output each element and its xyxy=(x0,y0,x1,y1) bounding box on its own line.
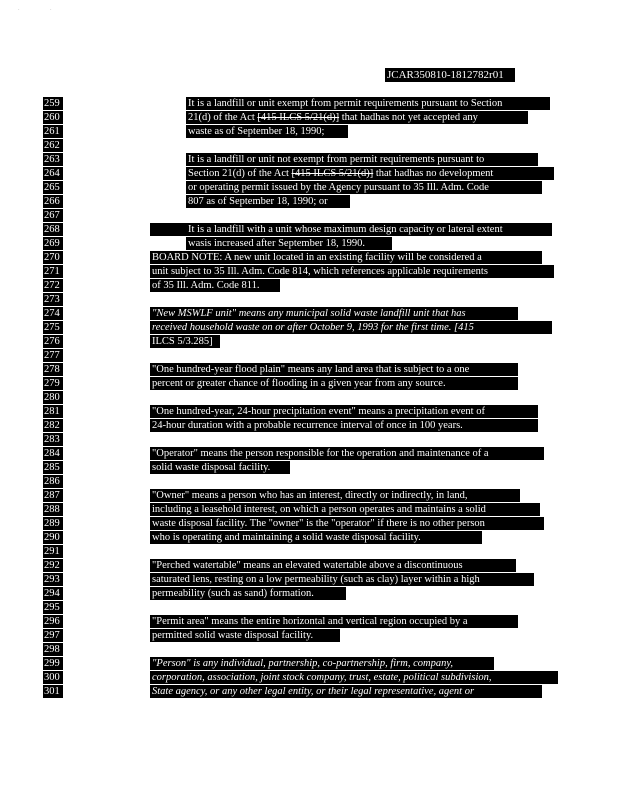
text-line: unit subject to 35 Ill. Adm. Code 814, which references applicable requirements xyxy=(150,265,554,278)
line-number: 297 xyxy=(43,629,63,642)
line-number: 294 xyxy=(43,587,63,600)
line-number: 264 xyxy=(43,167,63,180)
line-number: 287 xyxy=(43,489,63,502)
line-number: 285 xyxy=(43,461,63,474)
text-line: waste as of September 18, 1990; xyxy=(186,125,348,138)
line-number: 279 xyxy=(43,377,63,390)
line-number: 266 xyxy=(43,195,63,208)
line-number: 272 xyxy=(43,279,63,292)
text-line: "One hundred-year flood plain" means any land area that is subject to a one xyxy=(150,363,518,376)
text-line: solid waste disposal facility. xyxy=(150,461,290,474)
line-number: 276 xyxy=(43,335,63,348)
line-number: 292 xyxy=(43,559,63,572)
text-line: of 35 Ill. Adm. Code 811. xyxy=(150,279,280,292)
line-number: 288 xyxy=(43,503,63,516)
scan-mark: · xyxy=(50,8,52,13)
line-number: 278 xyxy=(43,363,63,376)
text-line: "Perched watertable" means an elevated watertable above a discontinuous xyxy=(150,559,516,572)
line-number: 270 xyxy=(43,251,63,264)
text-line: received household waste on or after October 9, 1993 for the first time. [415 xyxy=(150,321,552,334)
line-number: 267 xyxy=(43,209,63,222)
line-number: 282 xyxy=(43,419,63,432)
text-line: 21(d) of the Act [415 ILCS 5/21(d)] that hadhas not yet accepted any xyxy=(186,111,528,124)
line-number: 290 xyxy=(43,531,63,544)
line-number: 263 xyxy=(43,153,63,166)
line-number: 284 xyxy=(43,447,63,460)
struck-citation: [415 ILCS 5/21(d)] xyxy=(291,168,374,179)
line-number: 269 xyxy=(43,237,63,250)
line-number: 299 xyxy=(43,657,63,670)
line-number: 275 xyxy=(43,321,63,334)
line-number: 298 xyxy=(43,643,63,656)
text-line: It is a landfill with a unit whose maximum design capacity or lateral extent xyxy=(150,223,552,236)
text-line: 807 as of September 18, 1990; or xyxy=(186,195,350,208)
line-number: 271 xyxy=(43,265,63,278)
line-number: 289 xyxy=(43,517,63,530)
line-number: 268 xyxy=(43,223,63,236)
line-number: 262 xyxy=(43,139,63,152)
line-number: 277 xyxy=(43,349,63,362)
line-number: 291 xyxy=(43,545,63,558)
line-number: 293 xyxy=(43,573,63,586)
text-line: wasis increased after September 18, 1990. xyxy=(186,237,392,250)
text-line: permitted solid waste disposal facility. xyxy=(150,629,340,642)
text-line: "Permit area" means the entire horizontal and vertical region occupied by a xyxy=(150,615,518,628)
text-line: It is a landfill or unit exempt from permit requirements pursuant to Section xyxy=(186,97,550,110)
text-line: BOARD NOTE: A new unit located in an existing facility will be considered a xyxy=(150,251,542,264)
line-number: 259 xyxy=(43,97,63,110)
text-line: "Person" is any individual, partnership, co-partnership, firm, company, xyxy=(150,657,494,670)
text-line: "New MSWLF unit" means any municipal solid waste landfill unit that has xyxy=(150,307,518,320)
line-number: 261 xyxy=(43,125,63,138)
text-line: corporation, association, joint stock company, trust, estate, political subdivision, xyxy=(150,671,558,684)
scan-mark: · xyxy=(18,8,20,13)
line-number: 265 xyxy=(43,181,63,194)
text-line: who is operating and maintaining a solid waste disposal facility. xyxy=(150,531,482,544)
line-number: 281 xyxy=(43,405,63,418)
text-line: Section 21(d) of the Act [415 ILCS 5/21(d)] that hadhas no development xyxy=(186,167,554,180)
line-number: 274 xyxy=(43,307,63,320)
struck-citation: [415 ILCS 5/21(d)] xyxy=(257,112,340,123)
text-line: "One hundred-year, 24-hour precipitation event" means a precipitation event of xyxy=(150,405,538,418)
text-line: It is a landfill or unit not exempt from permit requirements pursuant to xyxy=(186,153,538,166)
text-line: permeability (such as sand) formation. xyxy=(150,587,346,600)
text-line: State agency, or any other legal entity, or their legal representative, agent or xyxy=(150,685,542,698)
line-number: 280 xyxy=(43,391,63,404)
text-line: ILCS 5/3.285] xyxy=(150,335,220,348)
text-line: percent or greater chance of flooding in a given year from any source. xyxy=(150,377,518,390)
line-number: 283 xyxy=(43,433,63,446)
text-line: including a leasehold interest, on which a person operates and maintains a solid xyxy=(150,503,540,516)
text-line: saturated lens, resting on a low permeability (such as clay) layer within a high xyxy=(150,573,534,586)
text-line: or operating permit issued by the Agency pursuant to 35 Ill. Adm. Code xyxy=(186,181,542,194)
line-number: 273 xyxy=(43,293,63,306)
line-number: 296 xyxy=(43,615,63,628)
document-id: JCAR350810-1812782r01 xyxy=(385,68,515,82)
line-number: 301 xyxy=(43,685,63,698)
line-number: 286 xyxy=(43,475,63,488)
text-line: "Owner" means a person who has an interest, directly or indirectly, in land, xyxy=(150,489,520,502)
text-line: "Operator" means the person responsible for the operation and maintenance of a xyxy=(150,447,544,460)
line-number: 300 xyxy=(43,671,63,684)
text-line: 24-hour duration with a probable recurrence interval of once in 100 years. xyxy=(150,419,538,432)
text-line: waste disposal facility. The "owner" is the "operator" if there is no other person xyxy=(150,517,544,530)
line-number: 260 xyxy=(43,111,63,124)
line-number: 295 xyxy=(43,601,63,614)
